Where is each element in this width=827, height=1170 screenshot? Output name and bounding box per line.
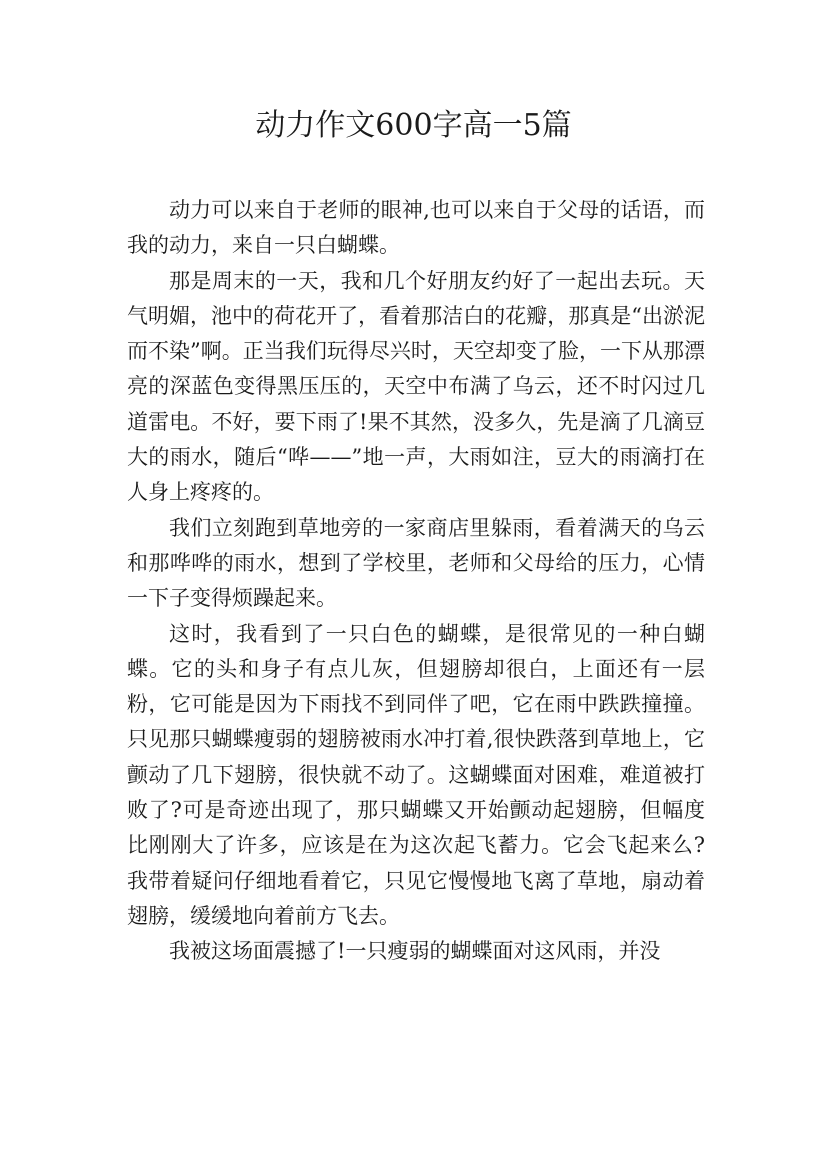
- page-title: 动力作文600字高一5篇: [255, 108, 572, 143]
- paragraph: 我被这场面震撼了!一只瘦弱的蝴蝶面对这风雨，并没: [169, 939, 661, 964]
- paragraph: 这时，我看到了一只白色的蝴蝶，是很常见的一种白蝴蝶。它的头和身子有点儿灰，但翅膀却很白，上面还有一层粉，它可能是因为下雨找不到同伴了吧，它在雨中跌跌撞撞。只见那只蝴蝶瘦弱的翅膀被雨水冲打着,很快跌落到草地上，它颤动了几下翅膀，很快就不动了。这蝴蝶面对困难，难道被打败了?可是奇迹出现了，那只蝴蝶又开始颤动起翅膀，但幅度比刚刚大了许多，应该是在为这次起飞蓄力。它会飞起来么?我带着疑问仔细地看着它，只见它慢慢地飞离了草地，扇动着翅膀，缓缓地向着前方飞去。: [127, 621, 705, 928]
- paragraph: 那是周末的一天，我和几个好朋友约好了一起出去玩。天气明媚，池中的荷花开了，看着那洁白的花瓣，那真是“出淤泥而不染”啊。正当我们玩得尽兴时，天空却变了脸，一下从那漂亮的深蓝色变得黑压压的，天空中布满了乌云，还不时闪过几道雷电。不好，要下雨了!果不其然，没多久，先是滴了几滴豆大的雨水，随后“哗——”地一声，大雨如注，豆大的雨滴打在人身上疼疼的。: [127, 268, 705, 505]
- paragraph: 我们立刻跑到草地旁的一家商店里躲雨，看着满天的乌云和那哗哗的雨水，想到了学校里，老师和父母给的压力，心情一下子变得烦躁起来。: [127, 515, 705, 611]
- article-body: [127, 193, 705, 970]
- paragraph: 动力可以来自于老师的眼神,也可以来自于父母的话语，而我的动力，来自一只白蝴蝶。: [127, 198, 705, 258]
